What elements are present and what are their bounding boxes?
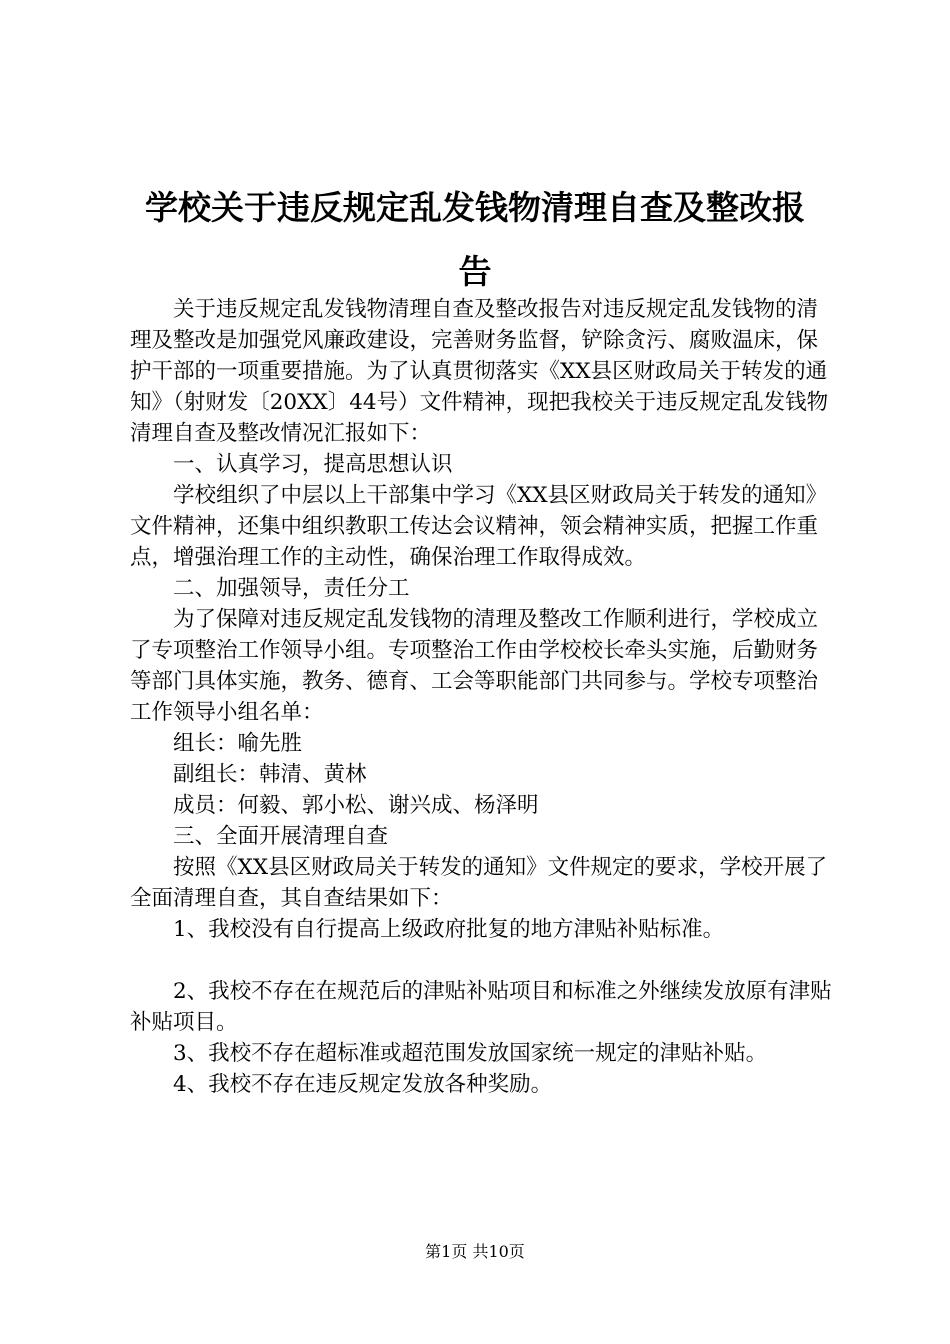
section-3-paragraph: 按照《XX县区财政局关于转发的通知》文件规定的要求，学校开展了全面清理自查，其自查结果如下： (130, 855, 828, 911)
leader-line: 组长：喻先胜 (173, 731, 303, 756)
section-1-paragraph: 学校组织了中层以上干部集中学习《XX县区财政局关于转发的通知》文件精神，还集中组织教职工传达会议精神，领会精神实质，把握工作重点，增强治理工作的主动性，确保治理工作取得成效。 (130, 483, 828, 570)
document-title-line-1: 学校关于违反规定乱发钱物清理自查及整改报 (145, 188, 805, 227)
document-title-line-2: 告 (458, 252, 492, 291)
section-2-paragraph: 为了保障对违反规定乱发钱物的清理及整改工作顺利进行，学校成立了专项整治工作领导小组。专项整治工作由学校校长牵头实施，后勤财务等部门具体实施，教务、德育、工会等职能部门共同参与。学校专项整治工作领导小组名单： (130, 607, 819, 725)
deputy-leader-line: 副组长：韩清、黄林 (173, 762, 367, 787)
document-body (130, 294, 835, 1100)
result-item-3: 3、我校不存在超标准或超范围发放国家统一规定的津贴补贴。 (173, 1041, 768, 1066)
section-heading-2: 二、加强领导，责任分工 (173, 576, 410, 601)
result-item-2: 2、我校不存在在规范后的津贴补贴项目和标准之外继续发放原有津贴补贴项目。 (130, 979, 832, 1035)
section-heading-1: 一、认真学习，提高思想认识 (173, 452, 453, 477)
page-number-footer: 第1页 共10页 (425, 1242, 525, 1261)
section-heading-3: 三、全面开展清理自查 (173, 824, 389, 849)
members-line: 成员：何毅、郭小松、谢兴成、杨泽明 (173, 793, 539, 818)
intro-paragraph: 关于违反规定乱发钱物清理自查及整改报告对违反规定乱发钱物的清理及整改是加强党风廉政建设，完善财务监督，铲除贪污、腐败温床，保护干部的一项重要措施。为了认真贯彻落实《XX县区财政局关于转发的通知》（射财发〔20XX〕44号）文件精神，现把我校关于违反规定乱发钱物清理自查及整改情况汇报如下： (130, 297, 829, 446)
result-item-4: 4、我校不存在违反规定发放各种奖励。 (173, 1072, 553, 1097)
result-item-1: 1、我校没有自行提高上级政府批复的地方津贴补贴标准。 (173, 917, 725, 942)
